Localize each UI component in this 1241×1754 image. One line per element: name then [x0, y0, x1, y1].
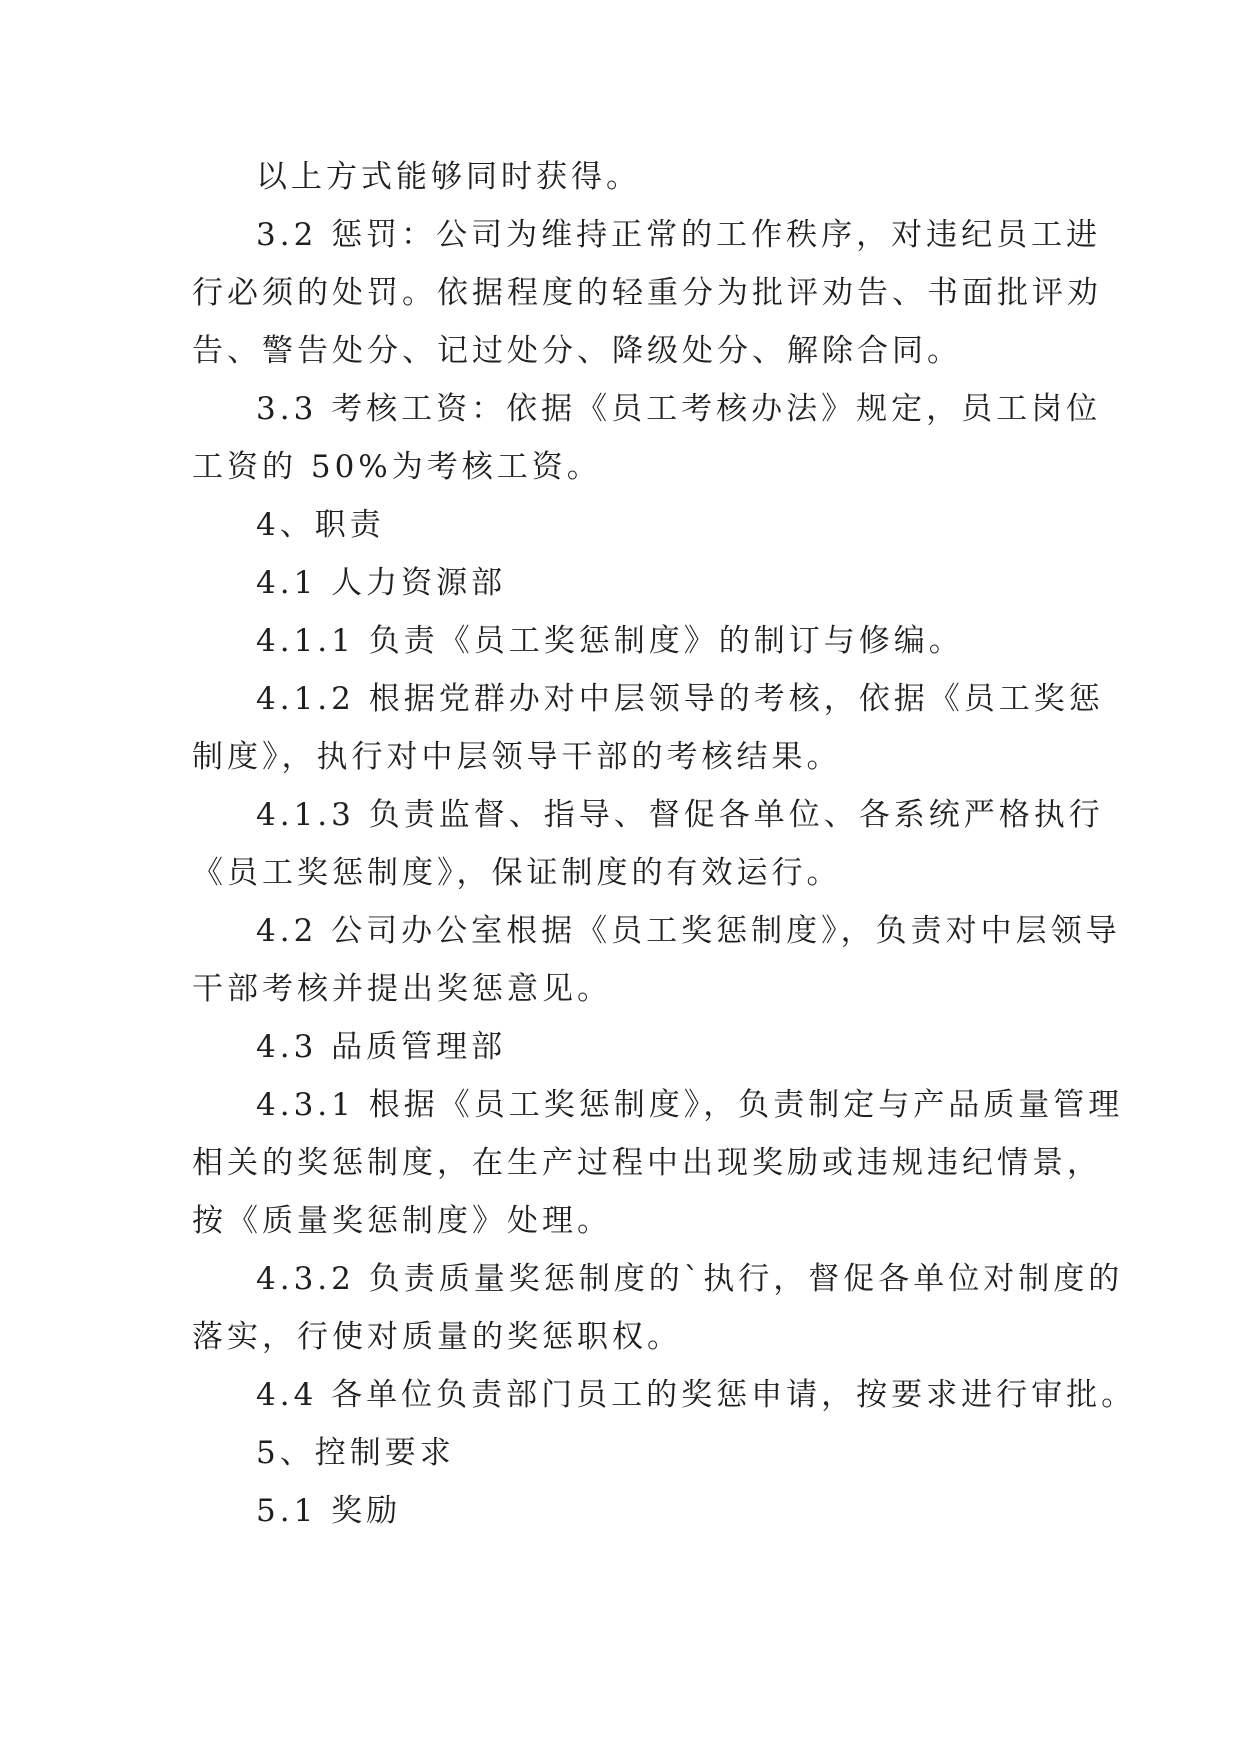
text-line: 4.3.1 根据《员工奖惩制度》，负责制定与产品质量管理: [256, 1087, 1124, 1123]
paragraph-4-1-3: [192, 786, 1104, 902]
text-line: 4.1.2 根据党群办对中层领导的考核，依据《员工奖惩: [256, 681, 1104, 717]
text-line: 4.1.3 负责监督、指导、督促各单位、各系统严格执行: [256, 797, 1104, 833]
paragraph-4-1-2: [192, 670, 1104, 786]
text-line: 4、职责: [256, 507, 385, 543]
paragraph-4-3-1: [192, 1076, 1124, 1250]
text-line: 4.2 公司办公室根据《员工奖惩制度》，负责对中层领导: [256, 913, 1121, 949]
text-line: 相关的奖惩制度，在生产过程中出现奖励或违规违纪情景，: [192, 1145, 1102, 1181]
text-line: 4.1.1 负责《员工奖惩制度》的制订与修编。: [256, 623, 964, 659]
text-line: 制度》，执行对中层领导干部的考核结果。: [192, 739, 842, 775]
text-line: 5.1 奖励: [256, 1493, 402, 1529]
text-line: 4.3.2 负责质量奖惩制度的`执行，督促各单位对制度的: [256, 1261, 1124, 1297]
section-heading-5-control: [192, 1424, 1062, 1482]
text-line: 按《质量奖惩制度》处理。: [192, 1203, 612, 1239]
section-heading-4-duties: [192, 496, 1062, 554]
paragraph-4-1-1: [192, 612, 1062, 670]
document-body: [192, 148, 1137, 1540]
paragraph-acquire-methods: [192, 148, 1062, 206]
text-line: 4.3 品质管理部: [256, 1029, 507, 1065]
text-line: 3.3 考核工资：依据《员工考核办法》规定，员工岗位: [256, 391, 1102, 427]
paragraph-3-2-punishment: [192, 206, 1102, 380]
paragraph-3-3-assessment-wage: [192, 380, 1102, 496]
subheading-5-1-rewards: [192, 1482, 1062, 1540]
subheading-4-3-quality: [192, 1018, 1062, 1076]
text-line: 3.2 惩罚：公司为维持正常的工作秩序，对违纪员工进: [256, 217, 1102, 253]
paragraph-4-4: [192, 1366, 1137, 1424]
paragraph-4-2: [192, 902, 1121, 1018]
paragraph-4-3-2: [192, 1250, 1124, 1366]
text-line: 工资的 50%为考核工资。: [192, 449, 602, 485]
text-line: 行必须的处罚。依据程度的轻重分为批评劝告、书面批评劝: [192, 275, 1102, 311]
text-line: 干部考核并提出奖惩意见。: [192, 971, 612, 1007]
text-line: 《员工奖惩制度》，保证制度的有效运行。: [192, 855, 842, 891]
text-line: 5、控制要求: [256, 1435, 455, 1471]
text-line: 4.4 各单位负责部门员工的奖惩申请，按要求进行审批。: [256, 1377, 1137, 1413]
text-line: 以上方式能够同时获得。: [256, 159, 641, 195]
subheading-4-1-hr: [192, 554, 1062, 612]
text-line: 落实，行使对质量的奖惩职权。: [192, 1319, 682, 1355]
text-line: 告、警告处分、记过处分、降级处分、解除合同。: [192, 333, 962, 369]
text-line: 4.1 人力资源部: [256, 565, 507, 601]
